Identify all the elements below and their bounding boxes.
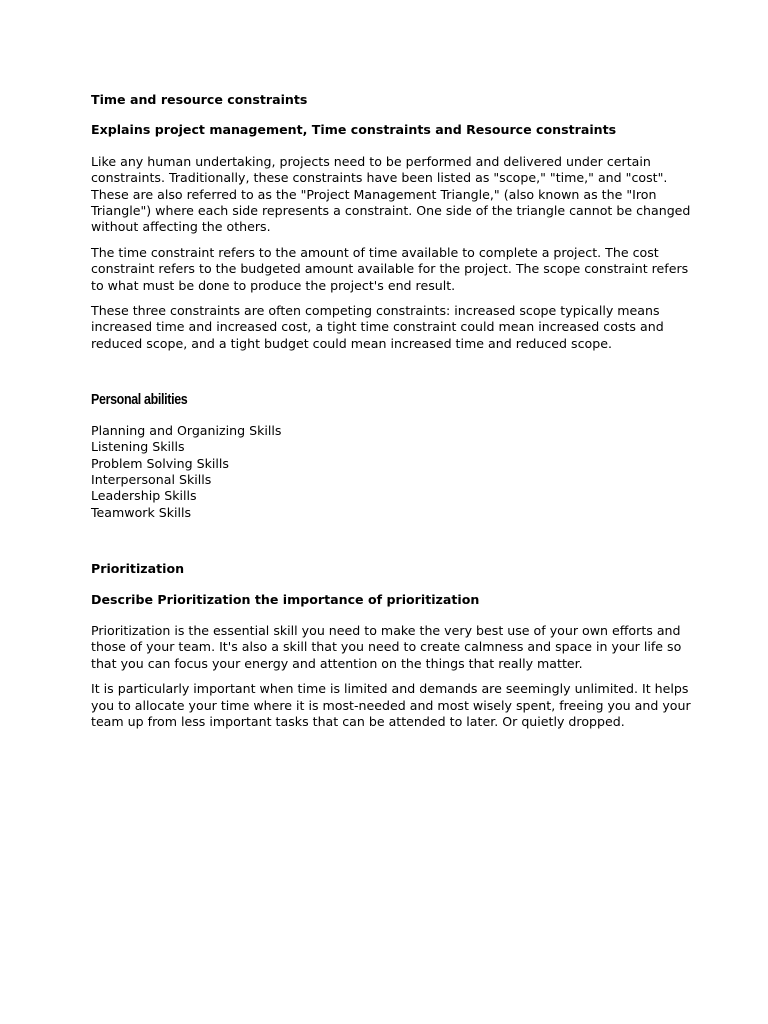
document-page	[91, 92, 691, 739]
paragraph: These three constraints are often competing constraints: increased scope typically means increased time and increased cost, a tight time constraint could mean increased costs and reduced scope, and a tight budget could mean increased time and reduced scope.	[91, 303, 664, 351]
list-item: Planning and Organizing Skills	[91, 422, 282, 438]
section-title-personal-abilities: Personal abilities	[91, 392, 188, 409]
section-subtitle-prioritization: Describe Prioritization the importance of prioritization	[91, 591, 480, 607]
paragraph: It is particularly important when time is limited and demands are seemingly unlimited. It helps you to allocate your time where it is most-needed and most wisely spent, freeing you and your team up from less important tasks that can be attended to later. Or quietly dropped.	[91, 681, 691, 729]
list-item: Problem Solving Skills	[91, 455, 229, 471]
section-title-constraints: Time and resource constraints	[91, 92, 308, 107]
paragraph: The time constraint refers to the amount of time available to complete a project. The cost constraint refers to the budgeted amount available for the project. The scope constraint refers to what must be done to produce the project's end result.	[91, 244, 689, 293]
skills-list	[91, 423, 691, 521]
section-subtitle-constraints: Explains project management, Time constraints and Resource constraints	[91, 122, 617, 138]
section-title-prioritization: Prioritization	[91, 561, 185, 577]
list-item: Interpersonal Skills	[91, 471, 212, 487]
list-item: Teamwork Skills	[91, 504, 192, 520]
paragraph: Prioritization is the essential skill you need to make the very best use of your own efforts and those of your team. It's also a skill that you need to create calmness and space in your life so that you can focus your energy and attention on the things that really matter.	[91, 622, 682, 671]
paragraph: Like any human undertaking, projects need to be performed and delivered under certain constraints. Traditionally, these constraints have been listed as "scope," "time," and "cost". These are also referred to as the "Project Management Triangle," (also known as the "Iron Triangle") where each side represents a constraint. One side of the triangle cannot be changed without affecting the others.	[91, 153, 691, 235]
list-item: Listening Skills	[91, 439, 185, 455]
list-item: Leadership Skills	[91, 488, 197, 504]
